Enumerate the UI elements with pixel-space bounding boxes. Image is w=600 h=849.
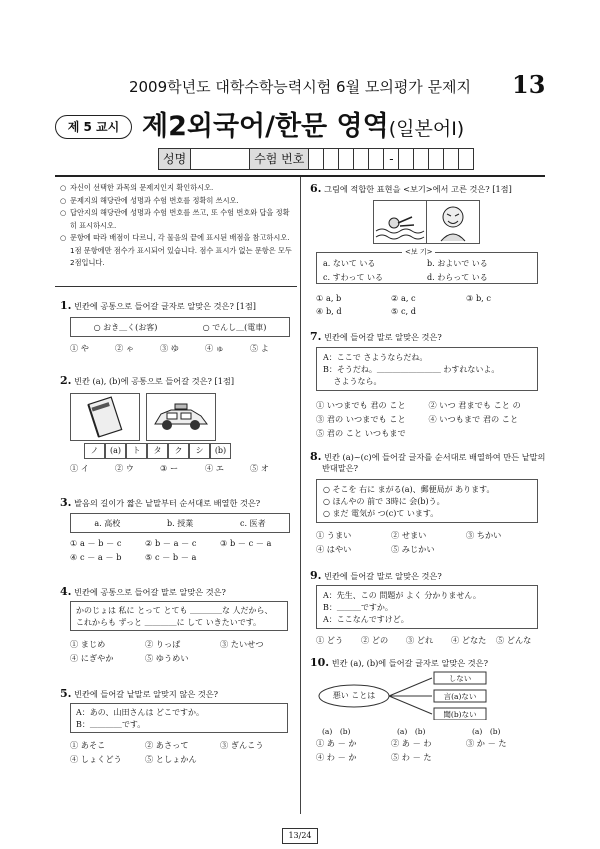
option[interactable]: ④ b, d <box>316 306 342 316</box>
ab-header: (a) (b) <box>472 727 501 736</box>
question-text: 그림에 적합한 표현을 <보기>에서 고른 것은? [1점] <box>324 184 512 194</box>
id-digit[interactable] <box>444 149 459 169</box>
kana-cell: (b) <box>210 443 231 459</box>
option[interactable]: ② ゃ <box>115 343 134 353</box>
option[interactable]: ② b － a － c <box>145 538 197 548</box>
person-icon <box>427 201 479 243</box>
swimmer-illustration <box>373 200 427 244</box>
option[interactable]: ④ どなた <box>451 635 487 645</box>
question-text: 빈칸 (a)~(c)에 들어갈 글자를 순서대로 배열하여 만든 낱말의 <box>324 452 546 462</box>
q2-options <box>70 463 295 474</box>
option[interactable]: ② どの <box>361 635 389 645</box>
question-number: 9. <box>310 569 322 582</box>
notes-rule <box>55 286 297 287</box>
option[interactable]: ⑤ c － b － a <box>145 552 197 562</box>
kana-cell: ノ <box>84 443 105 459</box>
question-number: 10. <box>310 656 330 669</box>
id-digit[interactable] <box>309 149 324 169</box>
option[interactable]: ② あ － わ <box>391 738 432 748</box>
sitting-person-illustration <box>426 200 480 244</box>
option[interactable]: ⑤ みじかい <box>391 544 435 554</box>
box-text: ○ おき＿く(お客) <box>93 322 158 332</box>
id-digit[interactable] <box>354 149 369 169</box>
note-item: ○ 자신이 선택한 과목의 문제지인지 확인하시오. <box>60 182 292 195</box>
q7-box <box>316 347 538 391</box>
option[interactable]: ⑤ ゆうめい <box>145 653 189 663</box>
option[interactable]: ① うまい <box>316 530 352 540</box>
q3-box <box>70 513 290 533</box>
question-number: 6. <box>310 182 322 195</box>
question-6 <box>310 182 512 195</box>
option[interactable]: ① あそこ <box>70 740 106 750</box>
diagram-center: 悪い ことは <box>332 691 376 700</box>
id-dash: - <box>384 149 399 169</box>
q4-box <box>70 601 288 631</box>
question-text: 빈칸에 들어갈 말로 알맞은 것은? <box>324 571 442 581</box>
option[interactable]: ④ エ <box>205 463 224 473</box>
box-text: B：そうだね。＿＿＿＿＿＿＿＿ わすれないよ。 <box>323 365 500 374</box>
q10-ab-headers <box>322 726 547 737</box>
box-text: c. すわって いる <box>323 273 384 282</box>
box-text: a. 高校 <box>94 518 121 528</box>
q1-box <box>70 317 290 337</box>
option[interactable]: ① あ － か <box>316 738 357 748</box>
question-text: 빈칸에 들어갈 말로 알맞은 것은? <box>324 332 442 342</box>
diagram-branch: 聞(b)ない <box>443 710 477 719</box>
option[interactable]: ③ か － た <box>466 738 507 748</box>
question-8 <box>310 450 545 463</box>
option[interactable]: ⑤ c, d <box>391 306 416 316</box>
option[interactable]: ⑤ わ － た <box>391 752 432 762</box>
option[interactable]: ⑤ オ <box>250 463 269 473</box>
q9-options <box>316 635 541 646</box>
question-2 <box>60 374 234 387</box>
option[interactable]: ④ はやい <box>316 544 352 554</box>
question-number: 7. <box>310 330 322 343</box>
q8-box <box>316 479 538 523</box>
id-digit[interactable] <box>324 149 339 169</box>
option[interactable]: ① イ <box>70 463 89 473</box>
question-number: 8. <box>310 450 322 463</box>
question-text: 빈칸 (a), (b)에 공통으로 들어갈 것은? [1점] <box>74 376 235 386</box>
kana-cell: シ <box>189 443 210 459</box>
question-8-cont: 반대말은? <box>322 463 359 473</box>
q10-options <box>316 738 541 763</box>
option[interactable]: ⑤ としょかん <box>145 754 197 764</box>
column-divider <box>300 177 301 814</box>
q1-options <box>70 343 295 354</box>
name-id-box <box>158 148 474 170</box>
id-label: 수험 번호 <box>250 149 309 169</box>
taxi-illustration <box>146 393 216 441</box>
option[interactable]: ① いつまでも 君の こと <box>316 400 406 410</box>
option[interactable]: ① どう <box>316 635 344 645</box>
option[interactable]: ② a, c <box>391 293 416 303</box>
box-text: A：ここなんですけど。 <box>323 615 409 624</box>
box-text: これからも ずっと ＿＿＿＿に して いきたいです。 <box>76 618 262 627</box>
name-field[interactable] <box>191 149 250 169</box>
question-7 <box>310 330 442 343</box>
ab-header: (a) (b) <box>397 727 426 736</box>
id-digit[interactable] <box>369 149 384 169</box>
question-10 <box>310 656 488 669</box>
option[interactable]: ④ c － a － b <box>70 552 122 562</box>
q3-options <box>70 538 295 563</box>
option[interactable]: ③ たいせつ <box>220 639 264 649</box>
name-label: 성명 <box>159 149 191 169</box>
option[interactable]: ② いつ 君までも こと の <box>428 400 521 410</box>
id-digit[interactable] <box>429 149 444 169</box>
question-text: 빈칸에 공통으로 들어갈 글자로 알맞은 것은? [1점] <box>74 301 256 311</box>
instructions <box>60 182 292 270</box>
page-number: 13 <box>512 70 546 99</box>
question-4 <box>60 585 226 598</box>
ab-header: (a) (b) <box>322 727 351 736</box>
option[interactable]: ① まじめ <box>70 639 106 649</box>
question-text: 빈칸에 공통으로 들어갈 말로 알맞은 것은? <box>74 587 226 597</box>
note-item: ○ 답안지의 해당란에 성명과 수험 번호를 쓰고, 또 수험 번호와 답을 정확히 표시하시오. <box>60 207 292 232</box>
option[interactable]: ① a － b － c <box>70 538 122 548</box>
box-text: c. 医者 <box>240 518 266 528</box>
q5-box <box>70 703 288 733</box>
diagram-branch: しない <box>448 674 472 683</box>
box-text: b. 授業 <box>167 518 194 528</box>
box-text: ○ まだ 電気が つ(c)て います。 <box>323 509 439 518</box>
id-digit[interactable] <box>339 149 354 169</box>
swimmer-icon <box>374 201 426 243</box>
option[interactable]: ④ にぎやか <box>70 653 114 663</box>
box-text: A：あの、山田さんは どこですか。 <box>76 708 204 717</box>
question-9 <box>310 569 442 582</box>
option[interactable]: ③ ゆ <box>160 343 179 353</box>
q7-options <box>316 400 541 439</box>
option[interactable]: ① や <box>70 343 89 353</box>
kana-cell: タ <box>147 443 168 459</box>
option[interactable]: ③ 君の いつまでも こと <box>316 414 406 424</box>
note-item: ○ 문제지의 해당란에 성명과 수험 번호를 정확히 쓰시오. <box>60 195 292 208</box>
q6-options <box>316 293 541 316</box>
diagram-branch: 言(a)ない <box>443 692 477 701</box>
box-text: A：ここで さようならだね。 <box>323 353 428 362</box>
question-text: 빈칸 (a), (b)에 들어갈 글자로 알맞은 것은? <box>331 658 488 668</box>
question-1 <box>60 299 256 312</box>
book-icon <box>71 394 139 440</box>
option[interactable]: ④ いつもまで 君の こと <box>428 414 519 424</box>
box-text: A：先生、この 問題が よく 分かりません。 <box>323 591 481 600</box>
option[interactable]: ① a, b <box>316 293 342 303</box>
box-text: ○ でんし＿(電車) <box>202 322 267 332</box>
page-footer: 13/24 <box>282 828 318 844</box>
box-text: d. わらって いる <box>427 273 488 282</box>
taxi-icon <box>147 394 215 440</box>
question-number: 1. <box>60 299 72 312</box>
q10-diagram <box>312 670 492 720</box>
box-text: かのじょは 私に とって とても ＿＿＿＿な 人だから、 <box>76 606 273 615</box>
footer-page: 13 <box>288 831 299 840</box>
id-digit[interactable] <box>459 149 473 169</box>
question-5 <box>60 687 218 700</box>
q9-box <box>316 585 538 629</box>
id-digit[interactable] <box>414 149 429 169</box>
q2-kana-row-2 <box>147 443 231 459</box>
option[interactable]: ④ わ － か <box>316 752 357 762</box>
question-3 <box>60 496 260 509</box>
area-main: 제2외국어/한문 영역 <box>142 111 389 142</box>
bogi-label: <보 기> <box>402 247 435 257</box>
book-illustration <box>70 393 140 441</box>
question-text: 발음의 길이가 짧은 낱말부터 순서대로 배열한 것은? <box>74 498 261 508</box>
option[interactable]: ② りっぱ <box>145 639 181 649</box>
question-number: 5. <box>60 687 72 700</box>
option[interactable]: ⑤ よ <box>250 343 269 353</box>
kana-cell: (a) <box>105 443 126 459</box>
option[interactable]: ③ ちかい <box>466 530 502 540</box>
option[interactable]: ⑤ どんな <box>496 635 532 645</box>
id-digit[interactable] <box>399 149 414 169</box>
q5-options <box>70 740 295 765</box>
kana-cell: ト <box>126 443 147 459</box>
option[interactable]: ④ ゅ <box>205 343 224 353</box>
option[interactable]: ④ しょくどう <box>70 754 122 764</box>
option[interactable]: ② あさって <box>145 740 189 750</box>
question-number: 3. <box>60 496 72 509</box>
area-title <box>142 104 464 143</box>
box-text: B：＿＿＿＿です。 <box>76 720 146 729</box>
option[interactable]: ③ b, c <box>466 293 491 303</box>
option[interactable]: ③ b － c － a <box>220 538 272 548</box>
q2-kana-row-1 <box>84 443 147 459</box>
question-text: 빈칸에 들어갈 낱말로 알맞지 않은 것은? <box>74 689 219 699</box>
box-text: b. およいで いる <box>427 259 488 268</box>
footer-total: 24 <box>301 831 312 840</box>
period-badge: 제 5 교시 <box>55 115 132 139</box>
option[interactable]: ③ ー <box>160 463 179 473</box>
option[interactable]: ② ウ <box>115 463 134 473</box>
box-text: ○ ほんやの 前で 3時に 会(b)う。 <box>323 497 445 506</box>
box-text: B：＿＿＿ですか。 <box>323 603 393 612</box>
exam-title: 2009학년도 대학수학능력시험 6월 모의평가 문제지 <box>128 78 472 96</box>
option[interactable]: ③ ぎんこう <box>220 740 264 750</box>
option[interactable]: ③ どれ <box>406 635 434 645</box>
box-text: ○ そこを 右に まがる(a)、郵便局が あります。 <box>323 485 495 494</box>
option[interactable]: ② せまい <box>391 530 427 540</box>
q8-options <box>316 530 541 555</box>
question-number: 4. <box>60 585 72 598</box>
note-item: ○ 문항에 따라 배점이 다르니, 각 물음의 끝에 표시된 배점을 참고하시오. 1점 문항에만 점수가 표시되어 있습니다. 점수 표시가 없는 문항은 모두 2점입니다. <box>60 232 292 270</box>
q4-options <box>70 639 295 664</box>
question-number: 2. <box>60 374 72 387</box>
box-text: さようなら。 <box>323 377 382 386</box>
option[interactable]: ⑤ 君の こと いつもまで <box>316 428 406 438</box>
area-sub: (일본어Ⅰ) <box>388 118 465 140</box>
box-text: a. ないて いる <box>323 259 376 268</box>
kana-cell: ク <box>168 443 189 459</box>
